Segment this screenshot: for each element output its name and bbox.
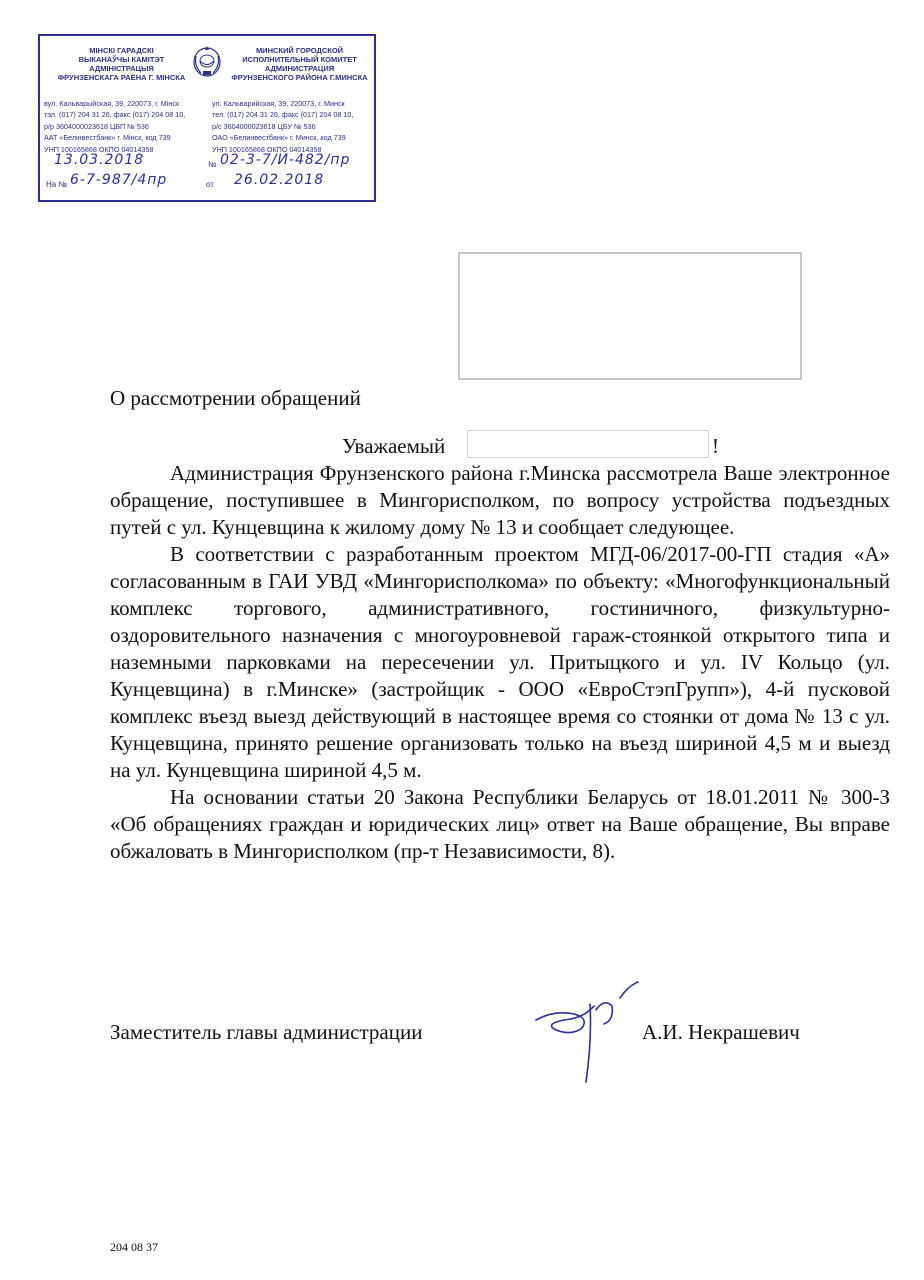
handwritten-signature [534, 980, 644, 1090]
signatory-name: А.И. Некрашевич [642, 1020, 800, 1044]
redacted-recipient-name [467, 430, 709, 458]
stamp-address-right: ул. Кальварийская, 39, 220073, г. Минск тел. (017) 204 31 26, факс (017) 204 08 10, р/с 3604000023618 ЦБУ № 536 ОАО «Белинвестбанк» г. Минск, код 739 УНП 100165868 ОКПО 04014358 [212, 99, 354, 154]
from-prefix: от [206, 180, 214, 189]
redacted-recipient-address [458, 252, 802, 380]
number-prefix: № [208, 160, 217, 169]
outgoing-number: 02-3-7/И-482/пр [220, 152, 351, 168]
official-stamp [38, 34, 376, 202]
footer-phone: 204 08 37 [110, 1240, 158, 1254]
paragraph-3: На основании статьи 20 Закона Республики Беларусь от 18.01.2011 № 300-З «Об обращениях граждан и юридических лиц» ответ на Ваше обращение, Вы вправе обжаловать в Мингорисполком (пр-т Независимости, 8). [110, 785, 890, 863]
signatory-title: Заместитель главы администрации [110, 1020, 423, 1044]
stamp-header-left: МІНСКІ ГАРАДСКІ ВЫКАНАЎЧЫ КАМІТЭТ АДМІНІСТРАЦЫЯ ФРУНЗЕНСКАГА РАЁНА Г. МІНСКА [57, 46, 186, 82]
na-prefix: На № [46, 180, 68, 189]
reference-date: 26.02.2018 [234, 172, 325, 188]
greeting-exclamation: ! [712, 434, 719, 458]
reference-number: 6-7-987/4пр [70, 172, 168, 188]
stamp-address-left: вул. Кальварыйская, 39, 220073, г. Мінск тэл. (017) 204 31 26, факс (017) 204 08 10, р/р 3604000023618 ЦБП № 536 ААТ «Белінвестбанк» г. Мінск, код 739 УНП 100165868 ОКПО 04014358 [44, 99, 186, 154]
outgoing-date: 13.03.2018 [54, 152, 145, 168]
stamp-header-right: МИНСКИЙ ГОРОДСКОЙ ИСПОЛНИТЕЛЬНЫЙ КОМИТЕТ АДМИНИСТРАЦИЯ ФРУНЗЕНСКОГО РАЙОНА Г.МИНСКА [231, 46, 368, 82]
paragraph-2: В соответствии с разработанным проектом МГД-06/2017-00-ГП стадия «А» согласованным в ГАИ УВД «Мингорисполкома» по объекту: «Многофункциональный комплекс торгового, административного, гостиничного, физкультурно-оздоровительного назначения с многоуровневой гараж-стоянкой открытого типа и наземными парковками на пересечении ул. Притыцкого и ул. IV Кольцо (ул. Кунцевщина) в г.Минске» (застройщик - ООО «ЕвроСтэпГрупп»), 4-й пусковой комплекс въезд выезд действующий в настоящее время со стоянки от дома № 13 с ул. Кунцевщина, принято решение организовать только на въезд шириной 4,5 м и выезд на ул. Кунцевщина шириной 4,5 м. [110, 542, 890, 782]
coat-of-arms-icon [191, 44, 223, 78]
letter-subject: О рассмотрении обращений [110, 386, 361, 410]
paragraph-1: Администрация Фрунзенского района г.Минска рассмотрела Ваше электронное обращение, поступившее в Мингорисполком, по вопросу устройства подъездных путей с ул. Кунцевщина к жилому дому № 13 и сообщает следующее. [110, 461, 890, 539]
greeting: Уважаемый [342, 434, 446, 458]
letter-body [110, 460, 890, 865]
